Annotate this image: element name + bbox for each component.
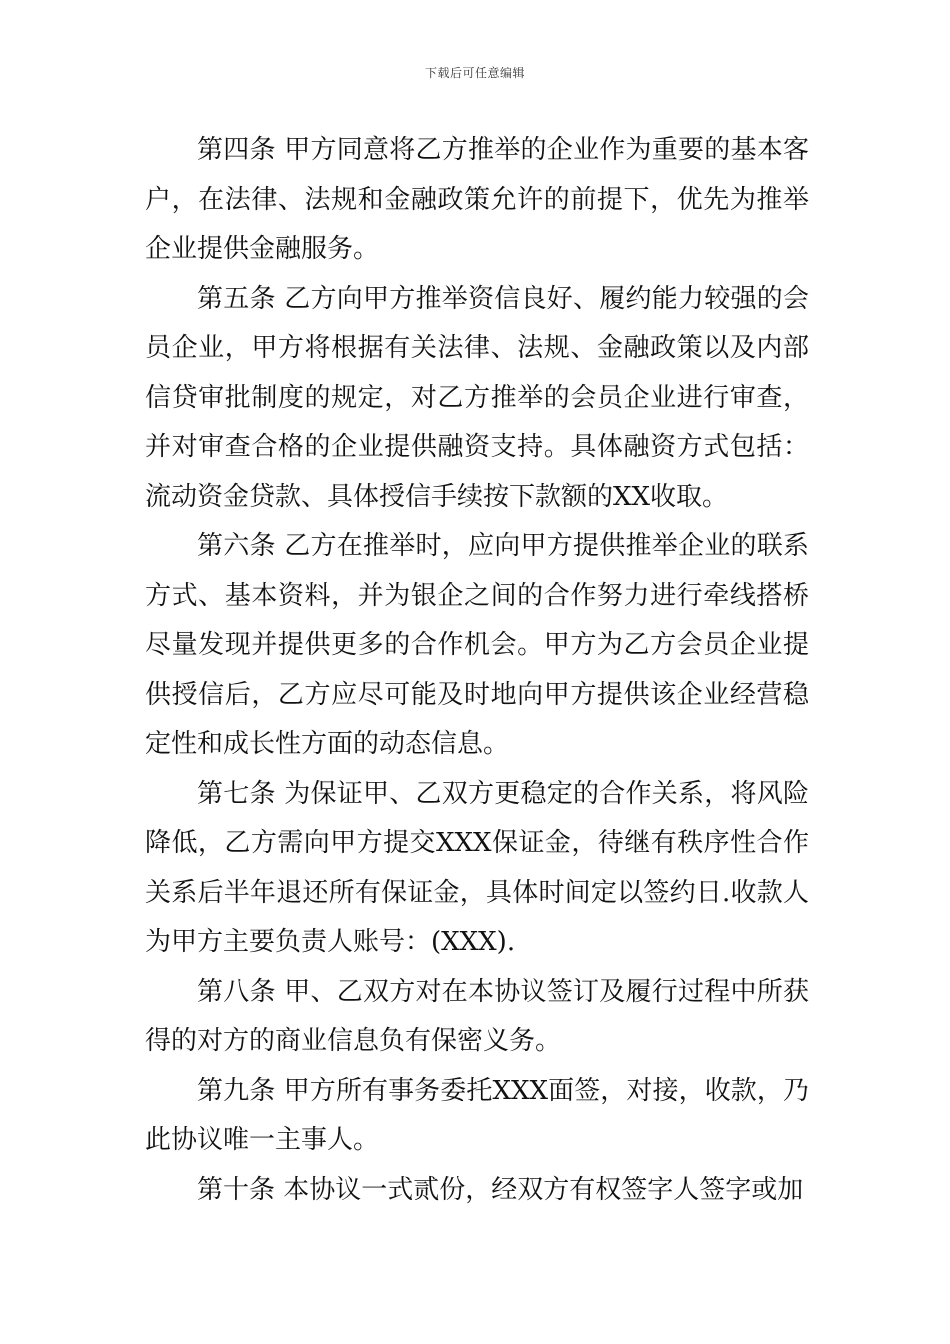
- article-text: 本协议一式贰份，经双方有权签字人签字或加: [283, 1174, 804, 1205]
- article-text: 乙方在推举时，应向甲方提供推举企业的联系方式、基本资料，并为银企之间的合作努力进行牵线搭桥尽量发现并提供更多的合作机会。甲方为乙方会员企业提供授信后，乙方应尽可能及时地向甲方提供该企业经营稳定性和成长性方面的动态信息。: [145, 531, 809, 759]
- article-text: 为保证甲、乙双方更稳定的合作关系，将风险降低，乙方需向甲方提交XXX保证金，待继有秩序性合作关系后半年退还所有保证金，具体时间定以签约日.收款人为甲方主要负责人账号：(XXX).: [145, 778, 809, 957]
- article-number: 第五条: [197, 283, 276, 314]
- article-6-paragraph: [145, 522, 809, 770]
- article-text: 甲方同意将乙方推举的企业作为重要的基本客户，在法律、法规和金融政策允许的前提下，优先为推举企业提供金融服务。: [145, 135, 809, 264]
- article-7-paragraph: [145, 770, 809, 968]
- article-number: 第七条: [197, 778, 276, 809]
- document-body: [145, 126, 809, 1215]
- article-5-paragraph: [145, 275, 809, 523]
- article-number: 第六条: [197, 531, 276, 561]
- article-text: 乙方向甲方推举资信良好、履约能力较强的会员企业，甲方将根据有关法律、法规、金融政策以及内部信贷审批制度的规定，对乙方推举的会员企业进行审查，并对审查合格的企业提供融资支持。具体融资方式包括：流动资金贷款、具体授信手续按下款额的XX收取。: [145, 283, 809, 512]
- article-number: 第九条: [197, 1075, 276, 1106]
- article-9-paragraph: [145, 1067, 809, 1166]
- article-number: 第八条: [197, 976, 276, 1007]
- article-text: 甲方所有事务委托XXX面签，对接，收款，乃此协议唯一主事人。: [145, 1075, 810, 1155]
- page-header: 下载后可任意编辑: [424, 66, 525, 80]
- article-number: 第四条: [197, 135, 276, 165]
- article-text: 甲、乙双方对在本协议签订及履行过程中所获得的对方的商业信息负有保密义务。: [145, 976, 809, 1056]
- article-4-paragraph: [145, 126, 809, 275]
- article-10-paragraph: [145, 1166, 809, 1216]
- article-8-paragraph: [145, 968, 809, 1067]
- article-number: 第十条: [197, 1174, 276, 1205]
